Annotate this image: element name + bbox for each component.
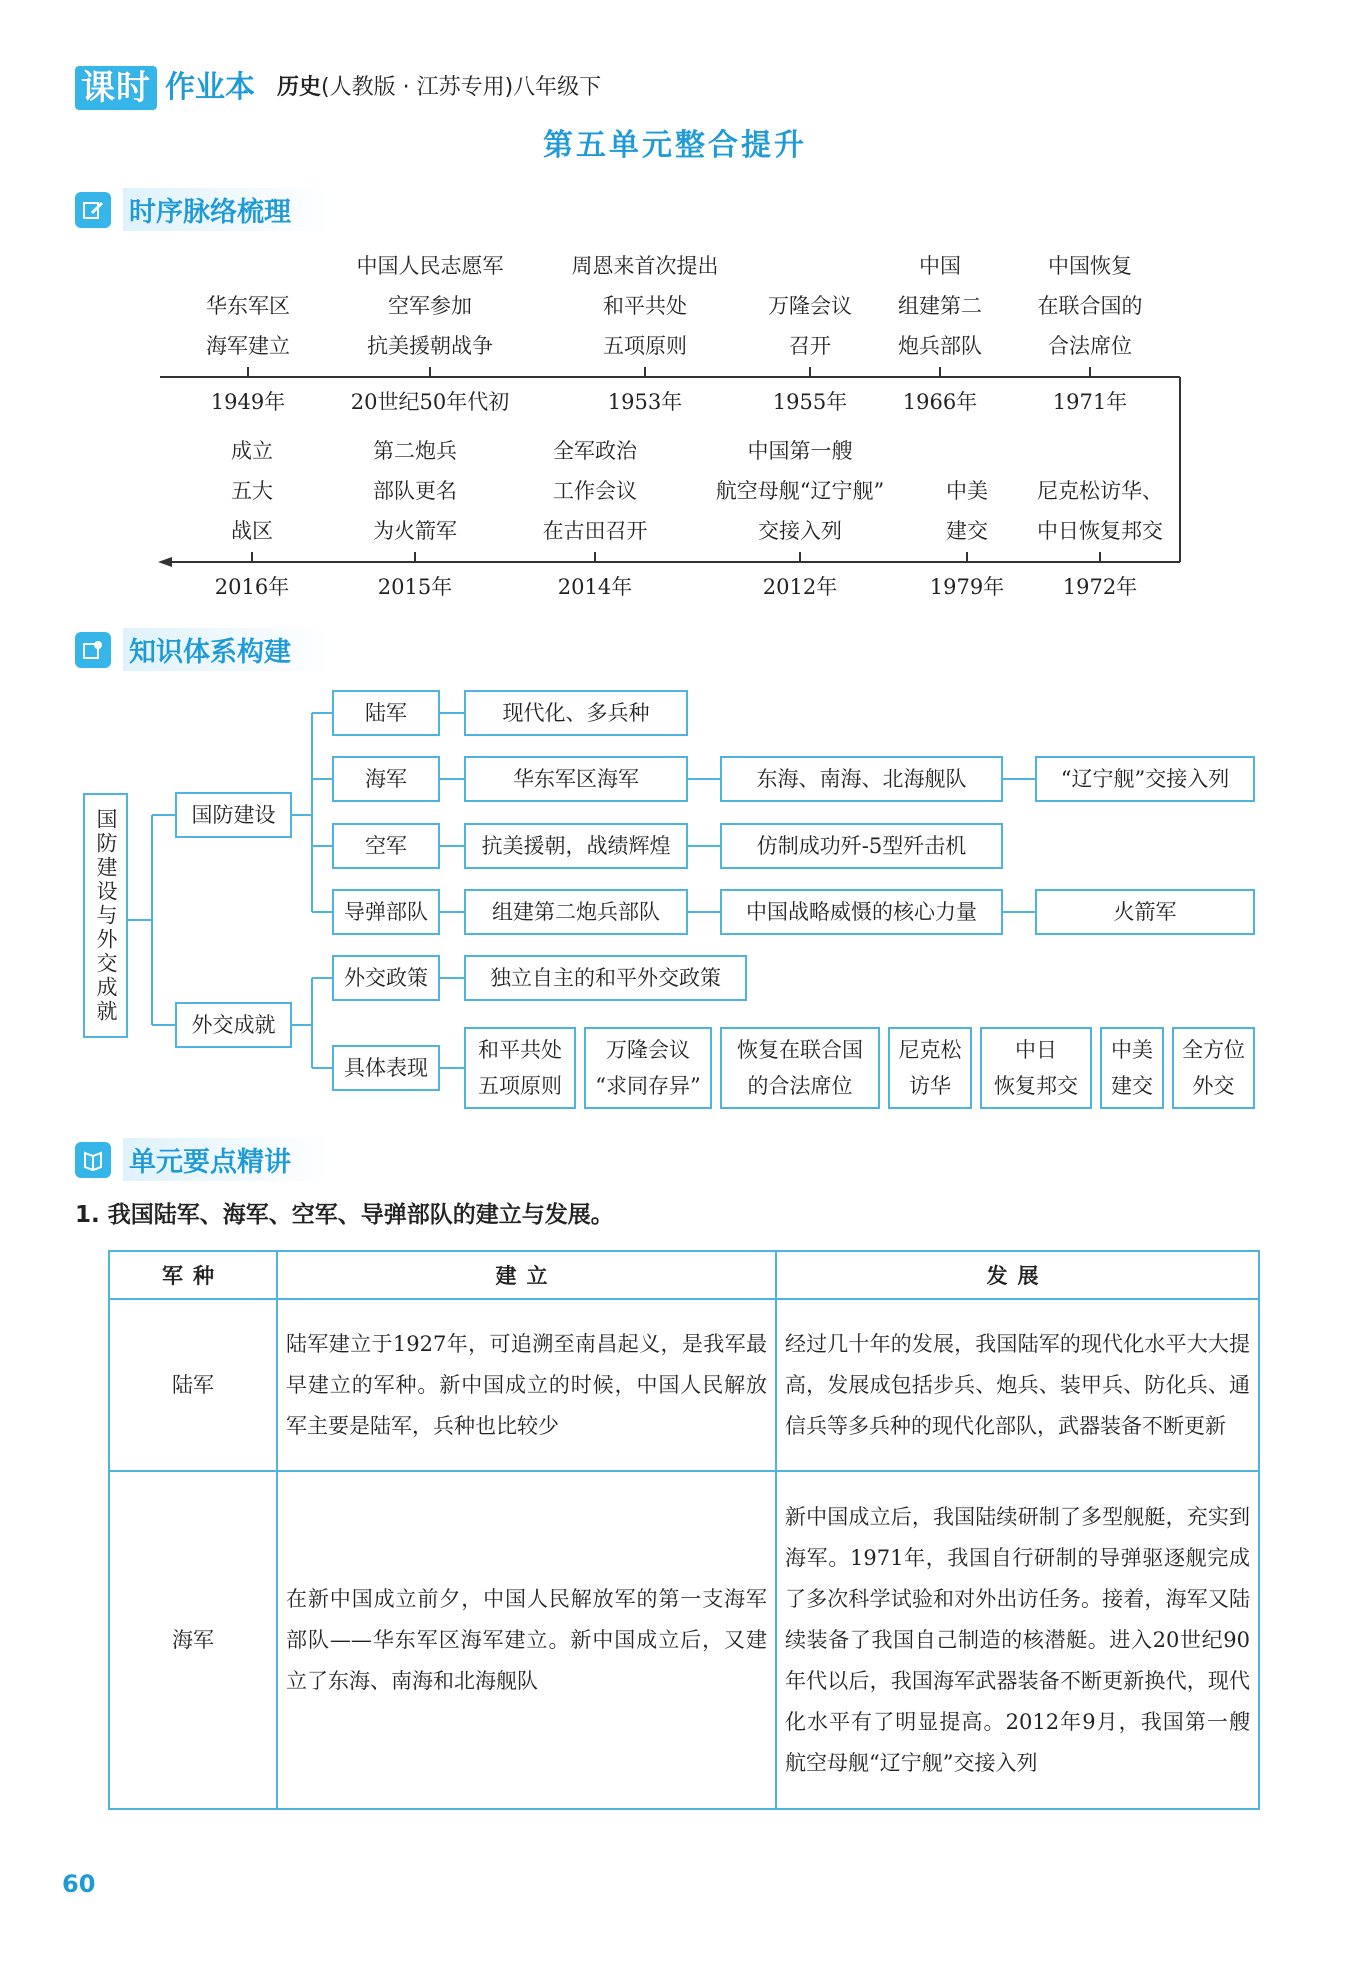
map-navy-item: “辽宁舰”交接入列 (1035, 756, 1255, 802)
timeline-event: 中美 建交 (946, 479, 988, 543)
timeline-year: 1949年 (210, 390, 286, 414)
timeline-event: 中国第一艘 航空母舰“辽宁舰” 交接入列 (715, 439, 885, 543)
map-concrete-item: 尼克松 访华 (888, 1027, 972, 1109)
unit-title: 第五单元整合提升 (543, 128, 807, 163)
timeline-year: 2015年 (377, 575, 453, 599)
timeline-year: 2014年 (557, 575, 633, 599)
section-title: 时序脉络梳理 (123, 188, 331, 231)
map-concrete: 具体表现 (332, 1045, 440, 1091)
timeline-year: 2016年 (214, 575, 290, 599)
map-missile-item: 中国战略威慑的核心力量 (720, 889, 1003, 935)
timeline-event: 周恩来首次提出 和平共处 五项原则 (571, 254, 719, 358)
timeline-year: 2012年 (762, 575, 838, 599)
book-icon (75, 1142, 111, 1178)
map-missile-item: 火箭军 (1035, 889, 1255, 935)
table-cell-kind: 陆军 (109, 1299, 277, 1471)
map-navy: 海军 (332, 756, 440, 802)
table-header: 发展 (776, 1251, 1259, 1299)
map-policy: 外交政策 (332, 955, 440, 1001)
map-airforce: 空军 (332, 823, 440, 869)
table-cell-dev: 新中国成立后，我国陆续研制了多型舰艇，充实到海军。1971年，我国自行研制的导弹驱逐舰完成了多次科学试验和对外出访任务。接着，海军又陆续装备了我国自己制造的核潜艇。进入20世纪90年代以后，我国海军武器装备不断更新换代，现代化水平有了明显提高。2012年9月，我国第一艘航空母舰“辽宁舰”交接入列 (776, 1471, 1259, 1809)
subject: 历史 (277, 75, 322, 100)
map-concrete-item: 中美 建交 (1100, 1027, 1164, 1109)
timeline-event: 尼克松访华、 中日恢复邦交 (1037, 479, 1163, 543)
map-airforce-item: 抗美援朝，战绩辉煌 (464, 823, 688, 869)
logo: 课时 (75, 66, 157, 110)
timeline-year: 1955年 (772, 390, 848, 414)
timeline-event: 全军政治 工作会议 在古田召开 (542, 439, 648, 543)
map-army-item: 现代化、多兵种 (464, 690, 688, 736)
map-defense: 国防建设 (175, 792, 292, 838)
section-title: 知识体系构建 (123, 628, 331, 671)
military-table (108, 1250, 1260, 1810)
map-airforce-item: 仿制成功歼-5型歼击机 (720, 823, 1003, 869)
edition: (人教版 · 江苏专用)八年级下 (321, 75, 602, 100)
timeline-year: 1972年 (1062, 575, 1138, 599)
timeline-year: 1966年 (902, 390, 978, 414)
map-concrete-item: 恢复在联合国 的合法席位 (720, 1027, 880, 1109)
map-army: 陆军 (332, 690, 440, 736)
map-missile-item: 组建第二炮兵部队 (464, 889, 688, 935)
map-policy-item: 独立自主的和平外交政策 (464, 955, 747, 1001)
map-root: 国防建设与外交成就 (83, 793, 128, 1038)
timeline-event: 第二炮兵 部队更名 为火箭军 (373, 439, 457, 543)
table-cell-dev: 经过几十年的发展，我国陆军的现代化水平大大提高，发展成包括步兵、炮兵、装甲兵、防化兵、通信兵等多兵种的现代化部队，武器装备不断更新 (776, 1299, 1259, 1471)
map-missile: 导弹部队 (332, 889, 440, 935)
map-concrete-item: 中日 恢复邦交 (980, 1027, 1092, 1109)
section-points-heading (75, 1138, 331, 1181)
table-header: 军种 (109, 1251, 277, 1299)
table-cell-build: 陆军建立于1927年，可追溯至南昌起义，是我军最早建立的军种。新中国成立的时候，中国人民解放军主要是陆军，兵种也比较少 (277, 1299, 776, 1471)
point-title: 1. 我国陆军、海军、空军、导弹部队的建立与发展。 (75, 1202, 614, 1228)
table-header: 建立 (277, 1251, 776, 1299)
table-cell-build: 在新中国成立前夕，中国人民解放军的第一支海军部队——华东军区海军建立。新中国成立后，又建立了东海、南海和北海舰队 (277, 1471, 776, 1809)
timeline-event: 中国 组建第二 炮兵部队 (898, 254, 982, 358)
logo-suffix: 作业本 (165, 70, 255, 105)
timeline-year: 20世纪50年代初 (350, 390, 510, 414)
page-number: 60 (62, 1870, 96, 1898)
table-header-row (109, 1251, 1259, 1299)
section-title: 单元要点精讲 (123, 1138, 331, 1181)
table-row (109, 1299, 1259, 1471)
timeline-event: 中国人民志愿军 空军参加 抗美援朝战争 (356, 254, 504, 358)
timeline-event: 万隆会议 召开 (768, 294, 852, 358)
map-navy-item: 华东军区海军 (464, 756, 688, 802)
map-diplomacy: 外交成就 (175, 1002, 292, 1048)
timeline-event: 中国恢复 在联合国的 合法席位 (1037, 254, 1143, 358)
table-row (109, 1471, 1259, 1809)
map-concrete-item: 万隆会议 “求同存异” (584, 1027, 712, 1109)
timeline-event: 成立 五大 战区 (231, 439, 273, 543)
table-cell-kind: 海军 (109, 1471, 277, 1809)
map-concrete-item: 全方位 外交 (1172, 1027, 1255, 1109)
timeline-event: 华东军区 海军建立 (206, 294, 290, 358)
map-navy-item: 东海、南海、北海舰队 (720, 756, 1003, 802)
timeline-year: 1971年 (1052, 390, 1128, 414)
timeline-year: 1953年 (607, 390, 683, 414)
timeline-year: 1979年 (929, 575, 1005, 599)
map-concrete-item: 和平共处 五项原则 (464, 1027, 576, 1109)
